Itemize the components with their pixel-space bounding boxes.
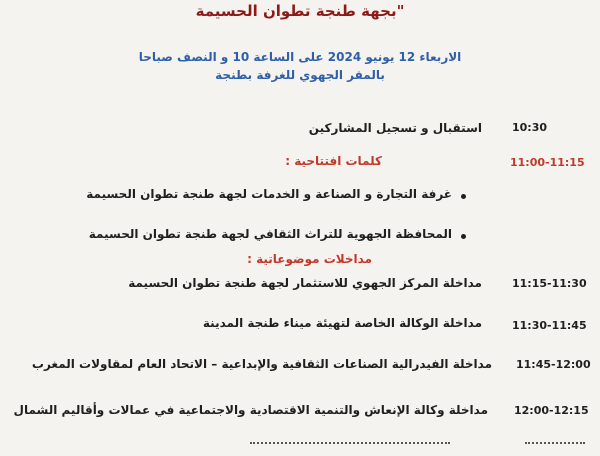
opening-title: كلمات افتتاحية : bbox=[285, 154, 382, 168]
row-time: 10:30 bbox=[512, 121, 548, 134]
cut-off-time bbox=[525, 442, 585, 448]
bullet-icon bbox=[461, 194, 466, 199]
row-text: مداخلة الفيدرالية الصناعات الثقافية والإبداعية – الاتحاد العام لمقاولات المغرب bbox=[31, 357, 492, 371]
program-row-talk bbox=[0, 403, 600, 423]
cut-off-text bbox=[250, 442, 450, 448]
program-row-talk bbox=[0, 276, 600, 296]
event-date: الاربعاء 12 يونيو 2024 على الساعة 10 و النصف صباحا bbox=[138, 50, 462, 64]
row-text: مداخلة وكالة الإنعاش والتنمية الاقتصادية والاجتماعية في عمالات وأقاليم الشمال bbox=[13, 403, 488, 417]
truncated-row bbox=[0, 442, 600, 456]
event-title: بجهة طنجة تطوان الحسيمة" bbox=[195, 2, 405, 20]
opening-item-text: غرفة التجارة و الصناعة و الخدمات لجهة طنجة تطوان الحسيمة bbox=[86, 187, 452, 201]
event-venue: بالمقر الجهوي للغرفة بطنجة bbox=[215, 68, 385, 82]
row-text: مداخلة الوكالة الخاصة لتهيئة ميناء طنجة المدينة bbox=[202, 316, 482, 330]
opening-item-text: المحافظة الجهوية للتراث الثقافي لجهة طنجة تطوان الحسيمة bbox=[88, 227, 452, 241]
talks-title: مداخلات موضوعاتية : bbox=[247, 252, 372, 266]
program-row-talk bbox=[0, 316, 600, 336]
row-time: 11:45-12:00 bbox=[516, 358, 591, 371]
row-time: 11:30-11:45 bbox=[512, 319, 587, 332]
bullet-icon bbox=[461, 234, 466, 239]
program-row-talk bbox=[0, 357, 600, 377]
program-row-reception bbox=[0, 121, 600, 141]
opening-time: 11:00-11:15 bbox=[510, 156, 585, 169]
row-text: استقبال و تسجيل المشاركين bbox=[308, 121, 482, 135]
row-time: 12:00-12:15 bbox=[514, 404, 589, 417]
row-time: 11:15-11:30 bbox=[512, 277, 587, 290]
row-text: مداخلة المركز الجهوي للاستثمار لجهة طنجة تطوان الحسيمة bbox=[128, 276, 482, 290]
